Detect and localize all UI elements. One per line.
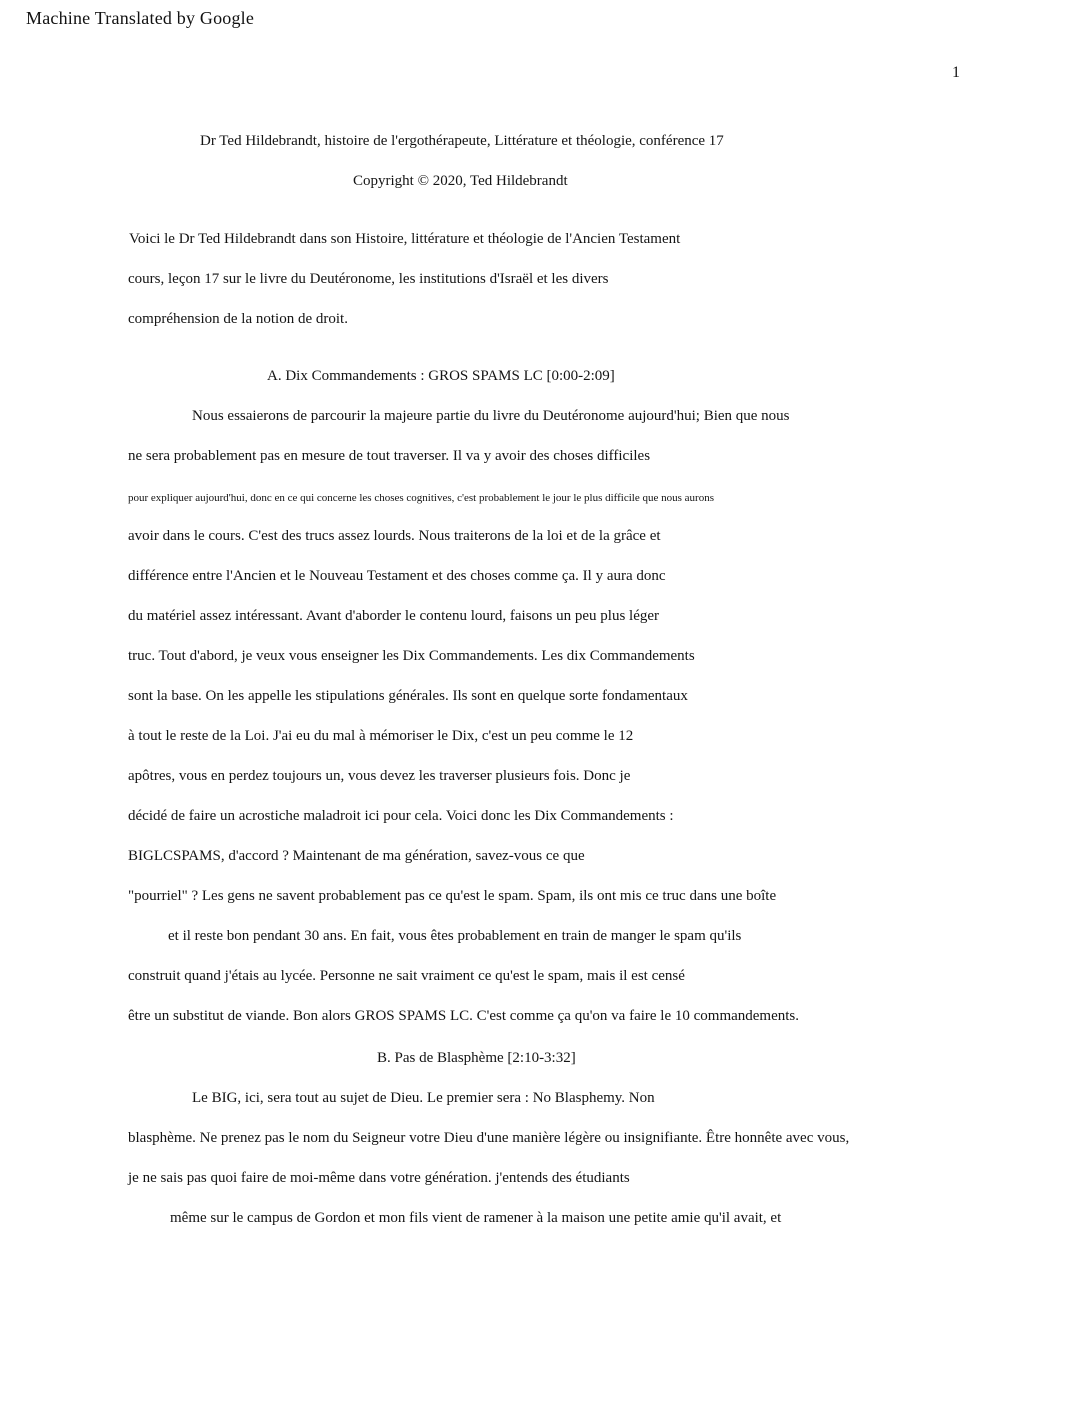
section-a-line: ne sera probablement pas en mesure de tout traverser. Il va y avoir des choses difficiles xyxy=(128,448,651,464)
section-a-line: et il reste bon pendant 30 ans. En fait, vous êtes probablement en train de manger le spam qu'ils xyxy=(168,928,742,944)
section-a-line: construit quand j'étais au lycée. Personne ne sait vraiment ce qu'est le spam, mais il est censé xyxy=(128,968,685,984)
section-b-heading: B. Pas de Blasphème [2:10-3:32] xyxy=(377,1050,576,1066)
section-a-line: du matériel assez intéressant. Avant d'aborder le contenu lourd, faisons un peu plus léger xyxy=(128,608,660,624)
section-a-line: différence entre l'Ancien et le Nouveau Testament et des choses comme ça. Il y aura donc xyxy=(128,568,666,584)
intro-line: Voici le Dr Ted Hildebrandt dans son Histoire, littérature et théologie de l'Ancien Testament xyxy=(129,231,681,247)
section-a-line: truc. Tout d'abord, je veux vous enseigner les Dix Commandements. Les dix Commandements xyxy=(128,648,695,664)
intro-line: compréhension de la notion de droit. xyxy=(128,311,348,327)
page-number: 1 xyxy=(952,64,960,81)
section-a-line: décidé de faire un acrostiche maladroit ici pour cela. Voici donc les Dix Commandements : xyxy=(128,808,674,824)
machine-translation-banner: Machine Translated by Google xyxy=(26,8,255,28)
intro-line: cours, leçon 17 sur le livre du Deutéronome, les institutions d'Israël et les divers xyxy=(128,271,609,287)
section-a-line: pour expliquer aujourd'hui, donc en ce qui concerne les choses cognitives, c'est probablement le jour le plus difficile que nous aurons xyxy=(128,492,714,504)
section-b-line: même sur le campus de Gordon et mon fils vient de ramener à la maison une petite amie qu'il avait, et xyxy=(170,1210,782,1226)
section-b-line: Le BIG, ici, sera tout au sujet de Dieu. Le premier sera : No Blasphemy. Non xyxy=(192,1090,655,1106)
section-a-line: BIGLCSPAMS, d'accord ? Maintenant de ma génération, savez-vous ce que xyxy=(128,848,585,864)
section-a-line: avoir dans le cours. C'est des trucs assez lourds. Nous traiterons de la loi et de la grâce et xyxy=(128,528,661,544)
section-b-line: je ne sais pas quoi faire de moi-même dans votre génération. j'entends des étudiants xyxy=(128,1170,630,1186)
section-b-line: blasphème. Ne prenez pas le nom du Seigneur votre Dieu d'une manière légère ou insignifiante. Être honnête avec vous, xyxy=(128,1130,850,1146)
section-a-line: "pourriel" ? Les gens ne savent probablement pas ce qu'est le spam. Spam, ils ont mis ce truc dans une boîte xyxy=(128,888,777,904)
section-a-line: apôtres, vous en perdez toujours un, vous devez les traverser plusieurs fois. Donc je xyxy=(128,768,631,784)
section-a-line: sont la base. On les appelle les stipulations générales. Ils sont en quelque sorte fondamentaux xyxy=(128,688,688,704)
section-a-line: Nous essaierons de parcourir la majeure partie du livre du Deutéronome aujourd'hui; Bien que nous xyxy=(192,408,790,424)
document-title: Dr Ted Hildebrandt, histoire de l'ergothérapeute, Littérature et théologie, conférence 17 xyxy=(200,133,724,149)
section-a-heading: A. Dix Commandements : GROS SPAMS LC [0:00-2:09] xyxy=(267,368,615,384)
copyright-line: Copyright © 2020, Ted Hildebrandt xyxy=(353,173,568,189)
section-a-line: être un substitut de viande. Bon alors GROS SPAMS LC. C'est comme ça qu'on va faire le 10 commandements. xyxy=(128,1008,800,1024)
section-a-line: à tout le reste de la Loi. J'ai eu du mal à mémoriser le Dix, c'est un peu comme le 12 xyxy=(128,728,634,744)
